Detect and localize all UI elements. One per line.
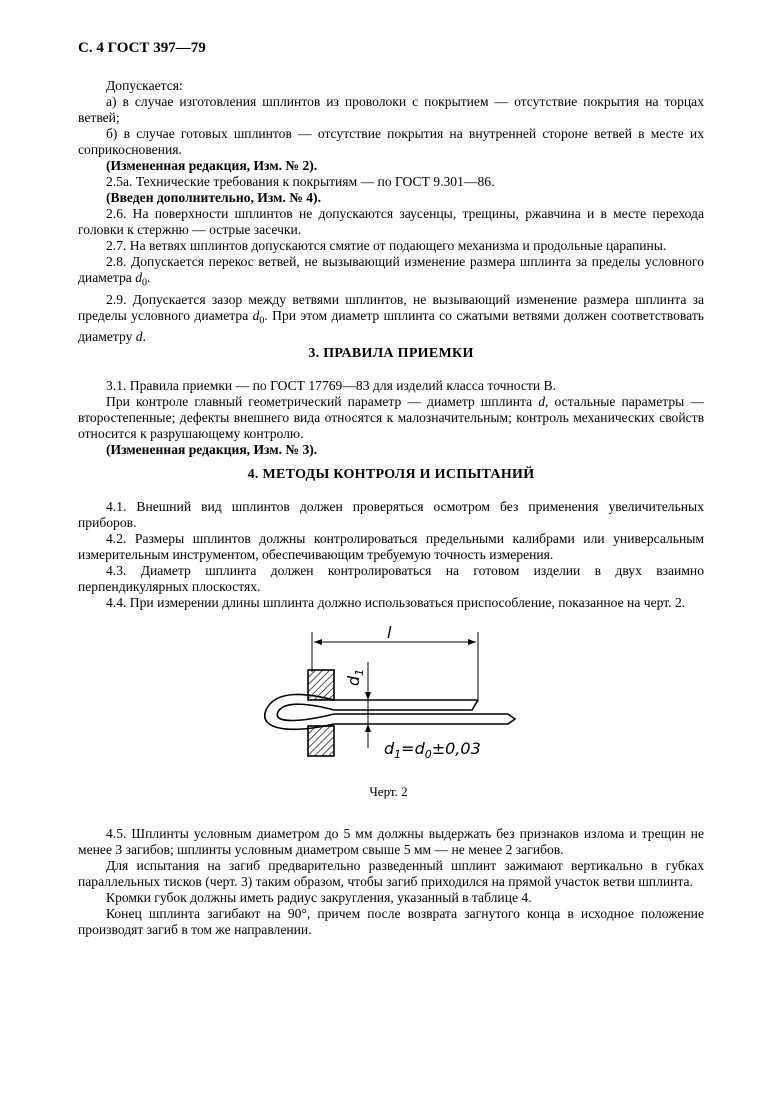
paragraph-4-1: 4.1. Внешний вид шплинтов должен проверяться осмотром без применения увеличительных приборов.	[78, 499, 704, 530]
page-header: С. 4 ГОСТ 397—79	[78, 40, 206, 56]
dimension-d1-arrow-bottom	[365, 724, 371, 732]
paragraph-2-9: 2.9. Допускается зазор между ветвями шплинтов, не вызывающий изменение размера шплинта за пределы условного диаметра $d_0$. При этом диаметр шплинта со сжатыми ветвями должен соответствовать диаметру d.	[78, 291, 704, 345]
section-4-text-continued	[78, 826, 704, 938]
paragraph-2-8: 2.8. Допускается перекос ветвей, не вызывающий изменение размера шплинта за пределы условного диаметра $d_0$.	[78, 254, 704, 289]
figure-2-caption: Черт. 2	[369, 784, 408, 799]
paragraph-4-4: 4.4. При измерении длины шплинта должно использоваться приспособление, показанное на черт. 2.	[106, 595, 686, 610]
label-l: l	[387, 623, 392, 642]
paragraph-3-1: 3.1. Правила приемки — по ГОСТ 17769—83 для изделий класса точности В.	[106, 378, 556, 393]
section-4	[78, 467, 704, 483]
section-2-text	[78, 78, 704, 345]
paragraph-a: а) в случае изготовления шплинтов из проволоки с покрытием — отсутствие покрытия на торцах ветвей;	[78, 94, 704, 125]
paragraph-4-3: 4.3. Диаметр шплинта должен контролироваться на готовом изделии в двух взаимно перпендикулярных плоскостях.	[78, 563, 704, 594]
pin-eye-inner	[277, 704, 334, 720]
paragraph-b: б) в случае готовых шплинтов — отсутствие покрытия на внутренней стороне ветвей в месте их соприкосновения.	[78, 126, 704, 157]
pin-upper-leg-end	[334, 700, 478, 710]
section-4-text	[78, 499, 704, 611]
section-3-text	[78, 378, 704, 458]
tolerance-formula: $d_1=d_0\pm 0,03$	[384, 739, 481, 761]
paragraph-control: При контроле главный геометрический параметр — диаметр шплинта d, остальные параметры — второстепенные; дефекты внешнего вида относятся к малозначительным; контроль механических свойств относится к разрушающему контролю.	[78, 394, 705, 441]
paragraph-2-6: 2.6. На поверхности шплинтов не допускаются заусенцы, трещины, ржавчина и в месте перехода головки к стержню — острые засечки.	[78, 206, 704, 237]
paragraph-bend-test: Для испытания на загиб предварительно разведенный шплинт зажимают вертикально в губках параллельных тисков (черт. 3) таким образом, чтобы загиб приходился на прямой участок ветви шплинта.	[78, 858, 704, 889]
paragraph-4-5: 4.5. Шплинты условным диаметром до 5 мм должны выдержать без признаков излома и трещин не менее 3 загибов; шплинты условным диаметром свыше 5 мм — не менее 2 загибов.	[78, 826, 704, 857]
dimension-l-arrow-left	[314, 639, 322, 645]
pin-lower-leg	[334, 714, 515, 724]
section-4-heading: 4. МЕТОДЫ КОНТРОЛЯ И ИСПЫТАНИЙ	[247, 467, 535, 482]
figure-2-diagram	[250, 622, 550, 772]
paragraph-allowed: Допускается:	[106, 78, 183, 93]
paragraph-4-2: 4.2. Размеры шплинтов должны контролироваться предельными калибрами или универсальным измерительным инструментом, обеспечивающим требуемую точность измерения.	[78, 531, 704, 562]
amendment-note-2: (Измененная редакция, Изм. № 2).	[106, 158, 318, 173]
section-3	[78, 346, 704, 362]
paragraph-2-5a: 2.5а. Технические требования к покрытиям — по ГОСТ 9.301—86.	[106, 174, 495, 189]
dimension-d1-arrow-top	[365, 692, 371, 700]
paragraph-jaw-edges: Кромки губок должны иметь радиус закругления, указанный в таблице 4.	[106, 890, 532, 905]
paragraph-2-7: 2.7. На ветвях шплинтов допускаются смятие от подающего механизма и продольные царапины.	[106, 238, 667, 253]
label-d1: $d_1$	[344, 668, 366, 686]
paragraph-bend-end: Конец шплинта загибают на 90°, причем после возврата загнутого конца в исходное положение производят загиб в том же направлении.	[78, 906, 704, 937]
lower-jaw	[308, 726, 334, 756]
section-3-heading: 3. ПРАВИЛА ПРИЕМКИ	[308, 346, 474, 361]
amendment-note-4: (Введен дополнительно, Изм. № 4).	[106, 190, 321, 205]
amendment-note-3: (Измененная редакция, Изм. № 3).	[106, 442, 318, 457]
